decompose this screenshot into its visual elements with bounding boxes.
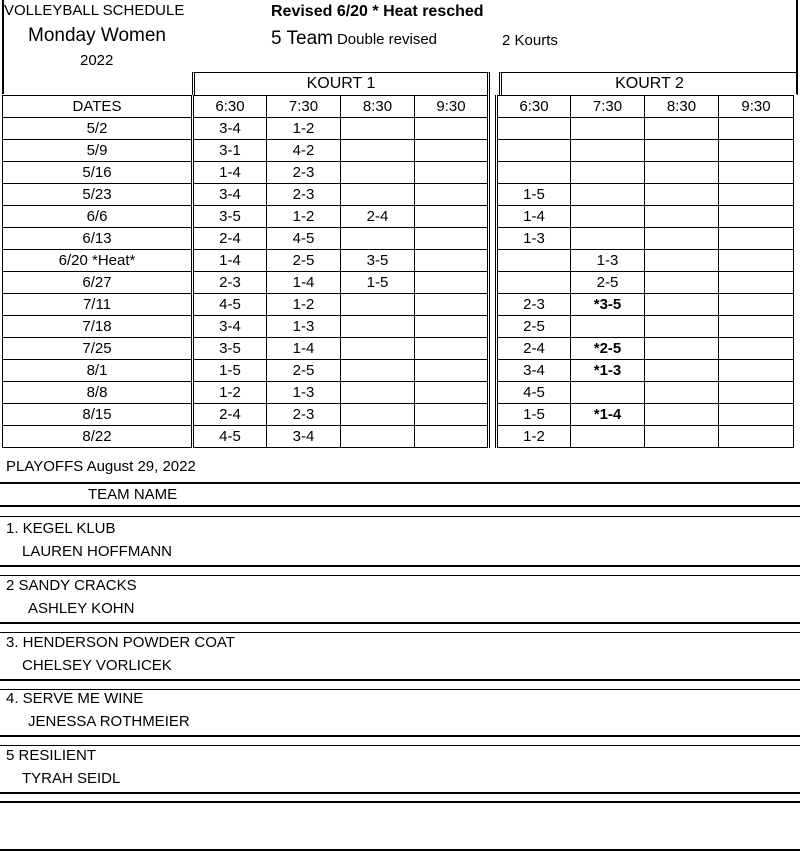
divider-line [0, 622, 800, 624]
divider-line [0, 565, 800, 567]
date-cell: 5/16 [3, 162, 193, 184]
divider-line [0, 482, 800, 484]
kourt1-match-cell: 2-3 [267, 404, 341, 426]
column-gap [489, 184, 497, 206]
kourt1-match-cell [341, 184, 415, 206]
divider-line [0, 632, 800, 633]
kourt2-match-cell [645, 272, 719, 294]
column-gap [489, 338, 497, 360]
kourt1-match-cell: 1-3 [267, 382, 341, 404]
kourt1-match-cell [415, 382, 489, 404]
kourt1-match-cell: 3-5 [193, 338, 267, 360]
date-cell: 5/23 [3, 184, 193, 206]
date-cell: 6/20 *Heat* [3, 250, 193, 272]
date-cell: 6/13 [3, 228, 193, 250]
table-row [3, 206, 794, 228]
kourt2-match-cell [645, 118, 719, 140]
kourt2-match-cell: 1-3 [497, 228, 571, 250]
playoff-team-name: 3. HENDERSON POWDER COAT [6, 634, 235, 651]
kourt2-match-cell: 1-4 [497, 206, 571, 228]
kourt1-match-cell [341, 316, 415, 338]
kourt2-match-cell: 2-3 [497, 294, 571, 316]
kourt1-match-cell: 1-2 [193, 382, 267, 404]
league-name: Monday Women [28, 25, 166, 46]
kourt1-match-cell: 3-4 [193, 316, 267, 338]
kourt2-match-cell [719, 162, 794, 184]
kourt1-match-cell: 1-2 [267, 118, 341, 140]
kourt1-match-cell [415, 272, 489, 294]
playoff-team-name: 2 SANDY CRACKS [6, 577, 137, 594]
table-row [3, 382, 794, 404]
column-gap [489, 118, 497, 140]
kourt1-match-cell [415, 228, 489, 250]
column-gap [489, 206, 497, 228]
table-row [3, 140, 794, 162]
kourt2-match-cell: 1-2 [497, 426, 571, 448]
date-cell: 8/15 [3, 404, 193, 426]
kourt1-match-cell [415, 184, 489, 206]
team-name-header: TEAM NAME [88, 486, 178, 503]
kourt2-match-cell [645, 162, 719, 184]
kourt1-match-cell: 1-2 [267, 206, 341, 228]
kourt2-match-cell [719, 316, 794, 338]
kourt1-match-cell [415, 250, 489, 272]
kourt2-match-cell [645, 250, 719, 272]
playoff-team-captain: TYRAH SEIDL [22, 770, 121, 787]
kourt2-match-cell [497, 118, 571, 140]
kourt2-match-cell [645, 140, 719, 162]
column-gap [489, 140, 497, 162]
kourt2-match-cell [719, 404, 794, 426]
schedule-title: VOLLEYBALL SCHEDULE [4, 2, 185, 19]
kourt1-match-cell: 4-5 [193, 294, 267, 316]
kourt1-match-cell: 1-4 [267, 272, 341, 294]
date-cell: 8/1 [3, 360, 193, 382]
kourt2-match-cell: *1-4 [571, 404, 645, 426]
kourt2-match-cell [645, 382, 719, 404]
date-cell: 5/2 [3, 118, 193, 140]
kourt1-match-cell: 1-4 [193, 162, 267, 184]
table-row [3, 338, 794, 360]
column-gap [489, 382, 497, 404]
kourt1-match-cell: 3-4 [193, 118, 267, 140]
kourt1-match-cell [341, 140, 415, 162]
kourt2-match-cell [719, 360, 794, 382]
kourt2-match-cell [571, 184, 645, 206]
kourt2-match-cell [645, 184, 719, 206]
column-gap [489, 250, 497, 272]
kourt2-match-cell [719, 338, 794, 360]
kourt1-match-cell: 2-5 [267, 360, 341, 382]
kourt2-match-cell [645, 294, 719, 316]
kourt1-match-cell: 1-5 [193, 360, 267, 382]
playoff-team-captain: ASHLEY KOHN [28, 600, 135, 617]
kourt1-time-header: 8:30 [341, 96, 415, 118]
kourt2-match-cell [645, 360, 719, 382]
kourt2-match-cell [719, 294, 794, 316]
kourt1-match-cell [341, 118, 415, 140]
kourt1-match-cell [415, 162, 489, 184]
kourt2-match-cell [571, 426, 645, 448]
kourt2-time-header: 9:30 [719, 96, 794, 118]
date-cell: 7/18 [3, 316, 193, 338]
table-row [3, 118, 794, 140]
kourt1-time-header: 7:30 [267, 96, 341, 118]
table-row [3, 162, 794, 184]
playoff-team-captain: LAUREN HOFFMANN [22, 543, 173, 560]
kourt1-time-header: 9:30 [415, 96, 489, 118]
kourt1-match-cell [341, 228, 415, 250]
kourt1-match-cell: 4-2 [267, 140, 341, 162]
kourt2-match-cell [571, 162, 645, 184]
kourt1-match-cell: 3-5 [341, 250, 415, 272]
kourt1-match-cell: 4-5 [267, 228, 341, 250]
kourt1-match-cell: 3-1 [193, 140, 267, 162]
table-row [3, 272, 794, 294]
kourt2-match-cell [645, 426, 719, 448]
kourt1-match-cell: 2-4 [193, 404, 267, 426]
column-gap [489, 162, 497, 184]
kourt1-match-cell [415, 294, 489, 316]
kourt2-match-cell [571, 118, 645, 140]
divider-line [0, 575, 800, 576]
kourt1-match-cell: 2-4 [193, 228, 267, 250]
table-row [3, 316, 794, 338]
kourt2-match-cell [571, 206, 645, 228]
playoff-team-name: 5 RESILIENT [6, 747, 97, 764]
kourt2-match-cell [719, 272, 794, 294]
kourt1-match-cell: 3-4 [193, 184, 267, 206]
kourt2-match-cell [719, 184, 794, 206]
kourt2-match-cell: *2-5 [571, 338, 645, 360]
table-row [3, 294, 794, 316]
kourt1-match-cell: 2-4 [341, 206, 415, 228]
column-gap [489, 426, 497, 448]
kourt2-match-cell [719, 140, 794, 162]
kourt2-match-cell: 1-3 [571, 250, 645, 272]
kourt2-time-header: 7:30 [571, 96, 645, 118]
kourt1-match-cell: 2-3 [267, 162, 341, 184]
kourt2-time-header: 8:30 [645, 96, 719, 118]
kourt2-match-cell [719, 426, 794, 448]
kourt2-match-cell [497, 140, 571, 162]
kourt1-match-cell [341, 294, 415, 316]
kourt2-match-cell [571, 382, 645, 404]
kourt2-match-cell: 2-4 [497, 338, 571, 360]
column-gap [489, 360, 497, 382]
kourt1-time-header: 6:30 [193, 96, 267, 118]
kourt1-match-cell: 2-3 [193, 272, 267, 294]
team-format [271, 28, 437, 50]
kourt2-match-cell: *3-5 [571, 294, 645, 316]
date-cell: 5/9 [3, 140, 193, 162]
kourt1-match-cell [415, 338, 489, 360]
date-cell: 8/8 [3, 382, 193, 404]
kourt2-match-cell [719, 206, 794, 228]
playoff-team-name: 4. SERVE ME WINE [6, 690, 144, 707]
kourt2-match-cell [645, 316, 719, 338]
divider-line [0, 516, 800, 517]
kourt2-match-cell: 3-4 [497, 360, 571, 382]
kourt2-match-cell [719, 118, 794, 140]
table-row [3, 250, 794, 272]
kourt2-match-cell [497, 250, 571, 272]
divider-line [0, 792, 800, 794]
kourt1-match-cell: 1-4 [193, 250, 267, 272]
column-header-row [3, 96, 794, 118]
kourt2-match-cell: 2-5 [497, 316, 571, 338]
kourt2-match-cell [571, 140, 645, 162]
kourt2-match-cell [645, 338, 719, 360]
kourt1-match-cell [415, 118, 489, 140]
playoff-team-name: 1. KEGEL KLUB [6, 520, 116, 537]
divider-line [0, 745, 800, 746]
kourt1-match-cell: 2-5 [267, 250, 341, 272]
kourt-count: 2 Kourts [502, 32, 558, 49]
table-row [3, 228, 794, 250]
kourt2-match-cell [571, 316, 645, 338]
kourt2-match-cell [645, 228, 719, 250]
divider-line [0, 679, 800, 681]
format-note: Double revised [336, 31, 438, 48]
kourt2-match-cell [497, 162, 571, 184]
kourt1-match-cell [415, 404, 489, 426]
date-cell: 8/22 [3, 426, 193, 448]
table-row [3, 184, 794, 206]
column-gap [489, 272, 497, 294]
kourt2-match-cell: 4-5 [497, 382, 571, 404]
column-gap [489, 404, 497, 426]
kourt1-match-cell: 3-5 [193, 206, 267, 228]
column-gap [489, 294, 497, 316]
date-cell: 6/27 [3, 272, 193, 294]
kourt2-match-cell [719, 228, 794, 250]
season-year: 2022 [80, 52, 114, 69]
column-gap [489, 96, 497, 118]
kourt2-match-cell [497, 272, 571, 294]
kourt2-match-cell: 2-5 [571, 272, 645, 294]
kourt1-match-cell: 3-4 [267, 426, 341, 448]
dates-header: DATES [3, 96, 193, 118]
kourt2-header: KOURT 2 [499, 72, 798, 95]
column-gap [489, 228, 497, 250]
date-cell: 6/6 [3, 206, 193, 228]
kourt2-match-cell [719, 382, 794, 404]
kourt1-match-cell [341, 338, 415, 360]
kourt2-match-cell [719, 250, 794, 272]
kourt1-match-cell [415, 140, 489, 162]
kourt1-match-cell [415, 360, 489, 382]
table-row [3, 426, 794, 448]
kourt1-match-cell: 1-2 [267, 294, 341, 316]
playoffs-title: PLAYOFFS August 29, 2022 [6, 458, 196, 475]
divider-line [0, 505, 800, 507]
kourt2-match-cell [571, 228, 645, 250]
kourt2-match-cell [645, 206, 719, 228]
date-cell: 7/25 [3, 338, 193, 360]
playoff-team-captain: JENESSA ROTHMEIER [28, 713, 190, 730]
kourt1-match-cell: 1-4 [267, 338, 341, 360]
table-row [3, 404, 794, 426]
column-gap [489, 316, 497, 338]
kourt2-match-cell: 1-5 [497, 184, 571, 206]
kourt1-match-cell [415, 206, 489, 228]
kourt1-match-cell [341, 360, 415, 382]
kourt1-match-cell [341, 162, 415, 184]
kourt1-match-cell: 4-5 [193, 426, 267, 448]
schedule-table [2, 95, 794, 448]
kourt1-match-cell: 1-5 [341, 272, 415, 294]
divider-line [0, 801, 800, 803]
kourt1-match-cell [341, 426, 415, 448]
divider-line [0, 735, 800, 737]
team-count: 5 Team [271, 28, 333, 49]
kourt1-match-cell: 1-3 [267, 316, 341, 338]
table-row [3, 360, 794, 382]
kourt1-match-cell [415, 316, 489, 338]
kourt1-match-cell [341, 382, 415, 404]
kourt2-time-header: 6:30 [497, 96, 571, 118]
kourt1-header: KOURT 1 [192, 72, 490, 95]
revision-note: Revised 6/20 * Heat resched [271, 3, 484, 20]
kourt1-match-cell [415, 426, 489, 448]
kourt2-match-cell: *1-3 [571, 360, 645, 382]
kourt2-match-cell [645, 404, 719, 426]
playoff-team-captain: CHELSEY VORLICEK [22, 657, 172, 674]
kourt1-match-cell [341, 404, 415, 426]
kourt1-match-cell: 2-3 [267, 184, 341, 206]
kourt2-match-cell: 1-5 [497, 404, 571, 426]
date-cell: 7/11 [3, 294, 193, 316]
